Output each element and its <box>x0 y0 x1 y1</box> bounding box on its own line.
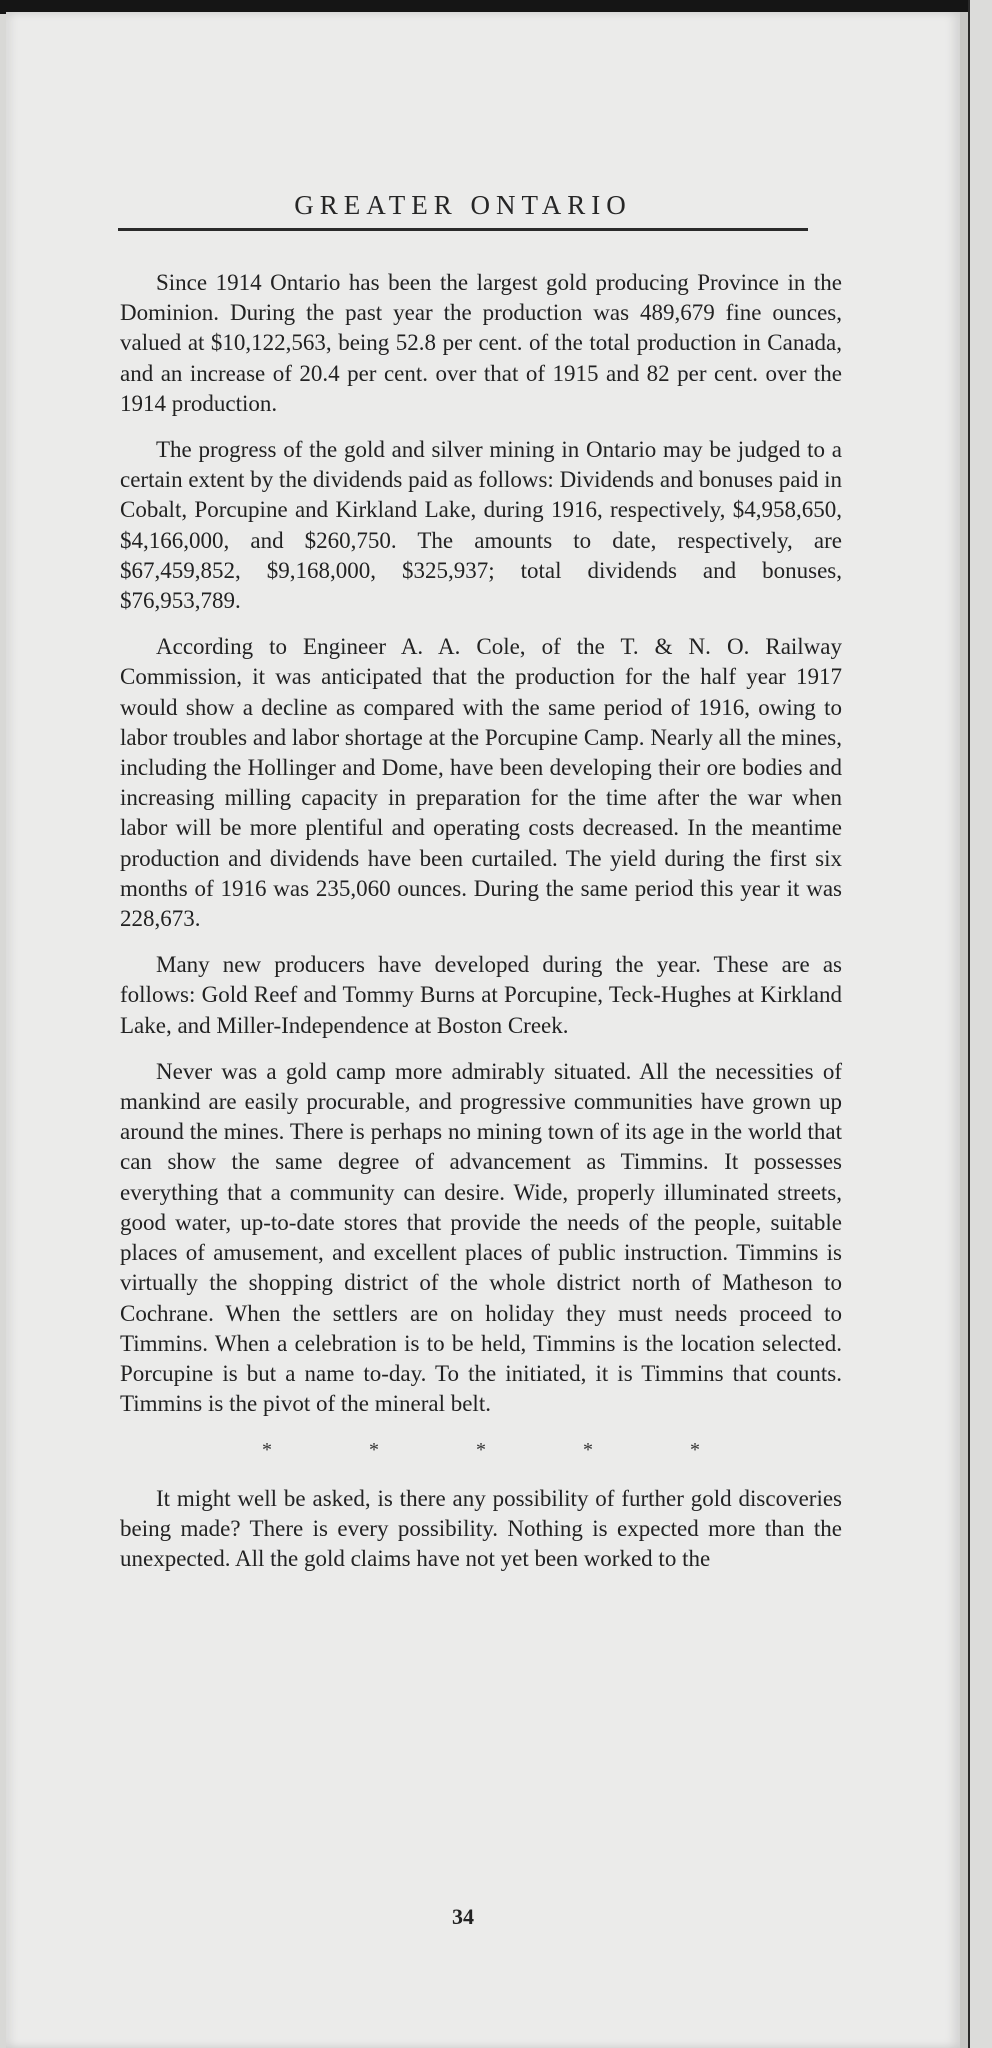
paragraph-gold-production: Since 1914 Ontario has been the largest gold producing Province in the Dominion. During the past year the production was 489,679 fine ounces, valued at $10,122,563, being 52.8 per cent. of the total production in Canada, and an increase of 20.4 per cent. over that of 1915 and 82 per cent. over the 1914 production. <box>120 270 842 416</box>
header-rule <box>118 228 808 231</box>
running-head: GREATER ONTARIO <box>294 190 632 220</box>
page-edge-shadow <box>960 12 968 2048</box>
section-separator: * * * * * <box>262 1439 746 1462</box>
paragraph-timmins: Never was a gold camp more admirably situated. All the necessities of mankind are easily procurable, and progressive communities have grown up around the mines. There is perhaps no mining town of its age in the world that can show the same degree of advancement as Timmins. It possesses everything that a community can desire. Wide, properly illuminated streets, good water, up-to-date stores that provide the needs of the people, suitable places of amusement, and excellent places of public instruction. Timmins is virtually the shopping district of the whole district north of Matheson to Cochrane. When the settlers are on holiday they must needs proceed to Timmins. When a celebration is to be held, Timmins is the location selected. Porcupine is but a name to-day. To the initiated, it is Timmins that counts. Timmins is the pivot of the mineral belt. <box>120 1058 842 1417</box>
binding-strip <box>968 0 992 2048</box>
paragraph-new-producers: Many new producers have developed during the year. These are as follows: Gold Reef and Tommy Burns at Porcupine, Teck-Hughes at Kirkland Lake, and Miller-Independence at Boston Creek. <box>120 952 842 1038</box>
page-number: 34 <box>452 1904 474 1929</box>
paragraph-further-discoveries: It might well be asked, is there any possibility of further gold discoveries being made? There is every possibility. Nothing is expected more than the unexpected. All the gold claims have not yet been worked to the <box>120 1485 842 1571</box>
body-text <box>120 268 842 1590</box>
paragraph-dividends: The progress of the gold and silver mining in Ontario may be judged to a certain extent by the dividends paid as follows: Dividends and bonuses paid in Cobalt, Porcupine and Kirkland Lake, during 1916, respectively, $4,958,650, $4,166,000, and $260,750. The amounts to date, respectively, are $67,459,852, $9,168,000, $325,937; total dividends and bonuses, $76,953,789. <box>120 437 842 614</box>
paragraph-engineer-cole: According to Engineer A. A. Cole, of the T. & N. O. Railway Commission, it was anticipated that the production for the half year 1917 would show a decline as compared with the same period of 1916, owing to labor troubles and labor shortage at the Porcupine Camp. Nearly all the mines, including the Hollinger and Dome, have been developing their ore bodies and increasing milling capacity in preparation for the time after the war when labor will be more plentiful and operating costs decreased. In the meantime production and dividends have been curtailed. The yield during the first six months of 1916 was 235,060 ounces. During the same period this year it was 228,673. <box>120 634 842 932</box>
